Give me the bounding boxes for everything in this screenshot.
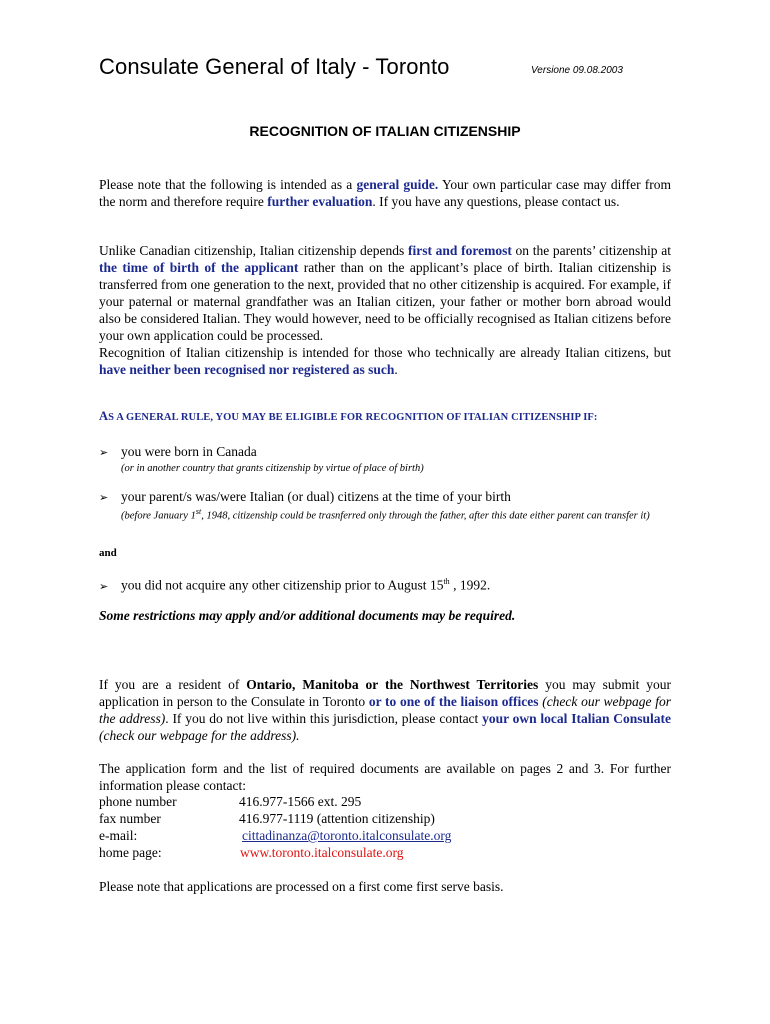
contact-row-email: e-mail: cittadinanza@toronto.italconsulate.org	[99, 828, 452, 843]
restriction-notice: Some restrictions may apply and/or additional documents may be required.	[99, 608, 516, 623]
arrow-bullet-icon: ➢	[99, 446, 109, 459]
arrow-bullet-icon: ➢	[99, 491, 109, 504]
eligibility-heading: AS A GENERAL RULE, YOU MAY BE ELIGIBLE FOR RECOGNITION OF ITALIAN CITIZENSHIP IF:	[99, 409, 598, 423]
footer-note: Please note that applications are processed on a first come first serve basis.	[99, 879, 504, 894]
eligibility-note-1: (or in another country that grants citizenship by virtue of place of birth)	[121, 463, 424, 474]
version-label: Versione 09.08.2003	[531, 65, 623, 76]
document-title: RECOGNITION OF ITALIAN CITIZENSHIP	[249, 123, 521, 139]
arrow-bullet-icon: ➢	[99, 579, 109, 593]
and-label: and	[99, 547, 117, 559]
eligibility-bullet-3: ➢ you did not acquire any other citizenship prior to August 15th , 1992.	[99, 577, 491, 593]
organization-title: Consulate General of Italy - Toronto	[99, 54, 450, 79]
citizenship-explanation-paragraph: Unlike Canadian citizenship, Italian citizenship depends first and foremost on the parents’ citizenship at the time of birth of the applicant rather than on the applicant’s place of birth. Italian citizenship is transferred from one generation to the next, provided that no other citizenship is acquired. For example, if your paternal or maternal grandfather was an Italian citizen, your father or mother born abroad would also be considered Italian. They would however, need to be officially recognised as Italian citizens before your own application could be processed. Recognition of Italian citizenship is intended for those who technically are already Italian citizens, but have neither been recognised nor registered as such.	[99, 243, 671, 377]
homepage-link[interactable]: www.toronto.italconsulate.org	[240, 845, 404, 860]
residence-paragraph: If you are a resident of Ontario, Manitoba or the Northwest Territories you may submit your application in person to the Consulate in Toronto or to one of the liaison offices (check our webpage for the address). If you do not live within this jurisdiction, please contact your own local Italian Consulate (check our webpage for the address).	[99, 677, 671, 743]
eligibility-bullet-1: ➢ you were born in Canada	[99, 444, 257, 459]
contact-intro: The application form and the list of required documents are available on pages 2 and 3. For further information please contact:	[99, 761, 671, 793]
eligibility-note-2: (before January 1st, 1948, citizenship could be trasnferred only through the father, after this date either parent can transfer it)	[121, 507, 650, 522]
contact-row-phone: phone number 416.977-1566 ext. 295	[99, 794, 362, 809]
contact-row-homepage: home page: www.toronto.italconsulate.org	[99, 845, 404, 860]
email-link[interactable]: cittadinanza@toronto.italconsulate.org	[242, 828, 452, 843]
intro-paragraph: Please note that the following is intended as a general guide. Your own particular case may differ from the norm and therefore require further evaluation. If you have any questions, please contact us.	[99, 177, 672, 209]
contact-row-fax: fax number 416.977-1119 (attention citizenship)	[99, 811, 435, 826]
eligibility-bullet-2: ➢ your parent/s was/were Italian (or dual) citizens at the time of your birth	[99, 489, 511, 504]
